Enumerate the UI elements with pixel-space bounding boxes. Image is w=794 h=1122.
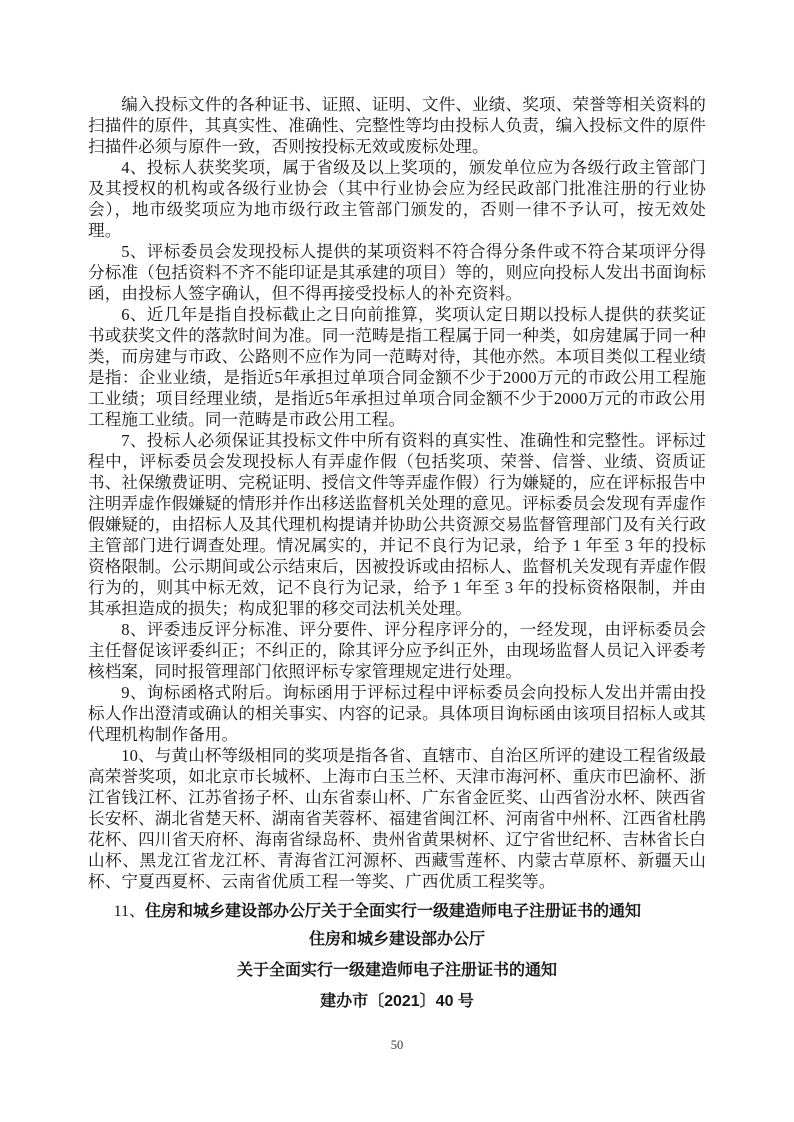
item11-title: 住房和城乡建设部办公厅关于全面实行一级建造师电子注册证书的通知 bbox=[145, 903, 642, 920]
body-paragraph: 8、评委违反评分标准、评分要件、评分程序评分的，一经发现，由评标委员会主任督促该评委纠正；不纠正的，除其评分应予纠正外，由现场监督人员记入评委考核档案，同时报管理部门依照评标专家管理规定进行处理。 bbox=[88, 620, 706, 681]
notice-title-line: 关于全面实行一级建造师电子注册证书的通知 bbox=[236, 962, 557, 979]
body-paragraph: 9、询标函格式附后。询标函用于评标过程中评标委员会向投标人发出并需由投标人作出澄清或确认的相关事实、内容的记录。具体项目询标函由该项目招标人或其代理机构制作备用。 bbox=[88, 683, 706, 744]
body-paragraph: 7、投标人必须保证其投标文件中所有资料的真实性、准确性和完整性。评标过程中，评标委员会发现投标人有弄虚作假（包括奖项、荣誉、信誉、业绩、资质证书、社保缴费证明、完税证明、授信文件等弄虚作假）行为嫌疑的，应在评标报告中注明弄虚作假嫌疑的情形并作出移送监督机关处理的意见。评标委员会发现有弄虚作假嫌疑的，由招标人及其代理机构提请并协助公共资源交易监督管理部门及有关行政主管部门进行调查处理。情况属实的，并记不良行为记录，给予 1 年至 3 年的投标资格限制。公示期间或公示结束后，因被投诉或由招标人、监督机关发现有弄虚作假行为的，则其中标无效，记不良行为记录，给予 1 年至 3 年的投标资格限制，并由其承担造成的损失；构成犯罪的移交司法机关处理。 bbox=[88, 431, 706, 618]
body-paragraph: 5、评标委员会发现投标人提供的某项资料不符合得分条件或不符合某项评分得分标准（包括资料不齐不能印证是其承建的项目）等的，则应向投标人发出书面询标函，由投标人签字确认，但不得再接受投标人的补充资料。 bbox=[88, 242, 706, 303]
notice-org-line: 住房和城乡建设部办公厅 bbox=[308, 931, 485, 948]
body-paragraph: 4、投标人获奖奖项，属于省级及以上奖项的，颁发单位应为各级行政主管部门及其授权的机构或各级行业协会（其中行业协会应为经民政部门批准注册的行业协会），地市级奖项应为地市级行政主管部门颁发的，否则一律不予认可，按无效处理。 bbox=[88, 158, 706, 240]
item11-heading bbox=[88, 900, 706, 924]
notice-doc-number-line: 建办市〔2021〕40 号 bbox=[320, 993, 474, 1010]
page-number: 50 bbox=[390, 1038, 404, 1052]
body-paragraph: 6、近几年是指自投标截止之日向前推算，奖项认定日期以投标人提供的获奖证书或获奖文件的落款时间为准。同一范畴是指工程属于同一种类，如房建属于同一种类，而房建与市政、公路则不应作为同一范畴对待，其他亦然。本项目类似工程业绩是指：企业业绩，是指近5年承担过单项合同金额不少于2000万元的市政公用工程施工业绩；项目经理业绩，是指近5年承担过单项合同金额不少于2000万元的市政公用工程施工业绩。同一范畴是市政公用工程。 bbox=[88, 305, 706, 429]
document-content bbox=[88, 94, 706, 1017]
body-paragraph: 编入投标文件的各种证书、证照、证明、文件、业绩、奖项、荣誉等相关资料的扫描件的原件，其真实性、准确性、完整性等均由投标人负责，编入投标文件的原件扫描件必须与原件一致，否则按投标无效或废标处理。 bbox=[88, 95, 706, 156]
body-paragraph: 10、与黄山杯等级相同的奖项是指各省、直辖市、自治区所评的建设工程省级最高荣誉奖项，如北京市长城杯、上海市白玉兰杯、天津市海河杯、重庆市巴渝杯、浙江省钱江杯、江苏省扬子杯、山东省泰山杯、广东省金匠奖、山西省汾水杯、陕西省长安杯、湖北省楚天杯、湖南省芙蓉杯、福建省闽江杯、河南省中州杯、江西省杜鹃花杯、四川省天府杯、海南省绿岛杯、贵州省黄果树杯、辽宁省世纪杯、吉林省长白山杯、黑龙江省龙江杯、青海省江河源杯、西藏雪莲杯、内蒙古草原杯、新疆天山杯、宁夏西夏杯、云南省优质工程一等奖、广西优质工程奖等。 bbox=[88, 746, 706, 891]
document-body bbox=[88, 94, 706, 892]
item11-number: 11、 bbox=[113, 903, 146, 920]
